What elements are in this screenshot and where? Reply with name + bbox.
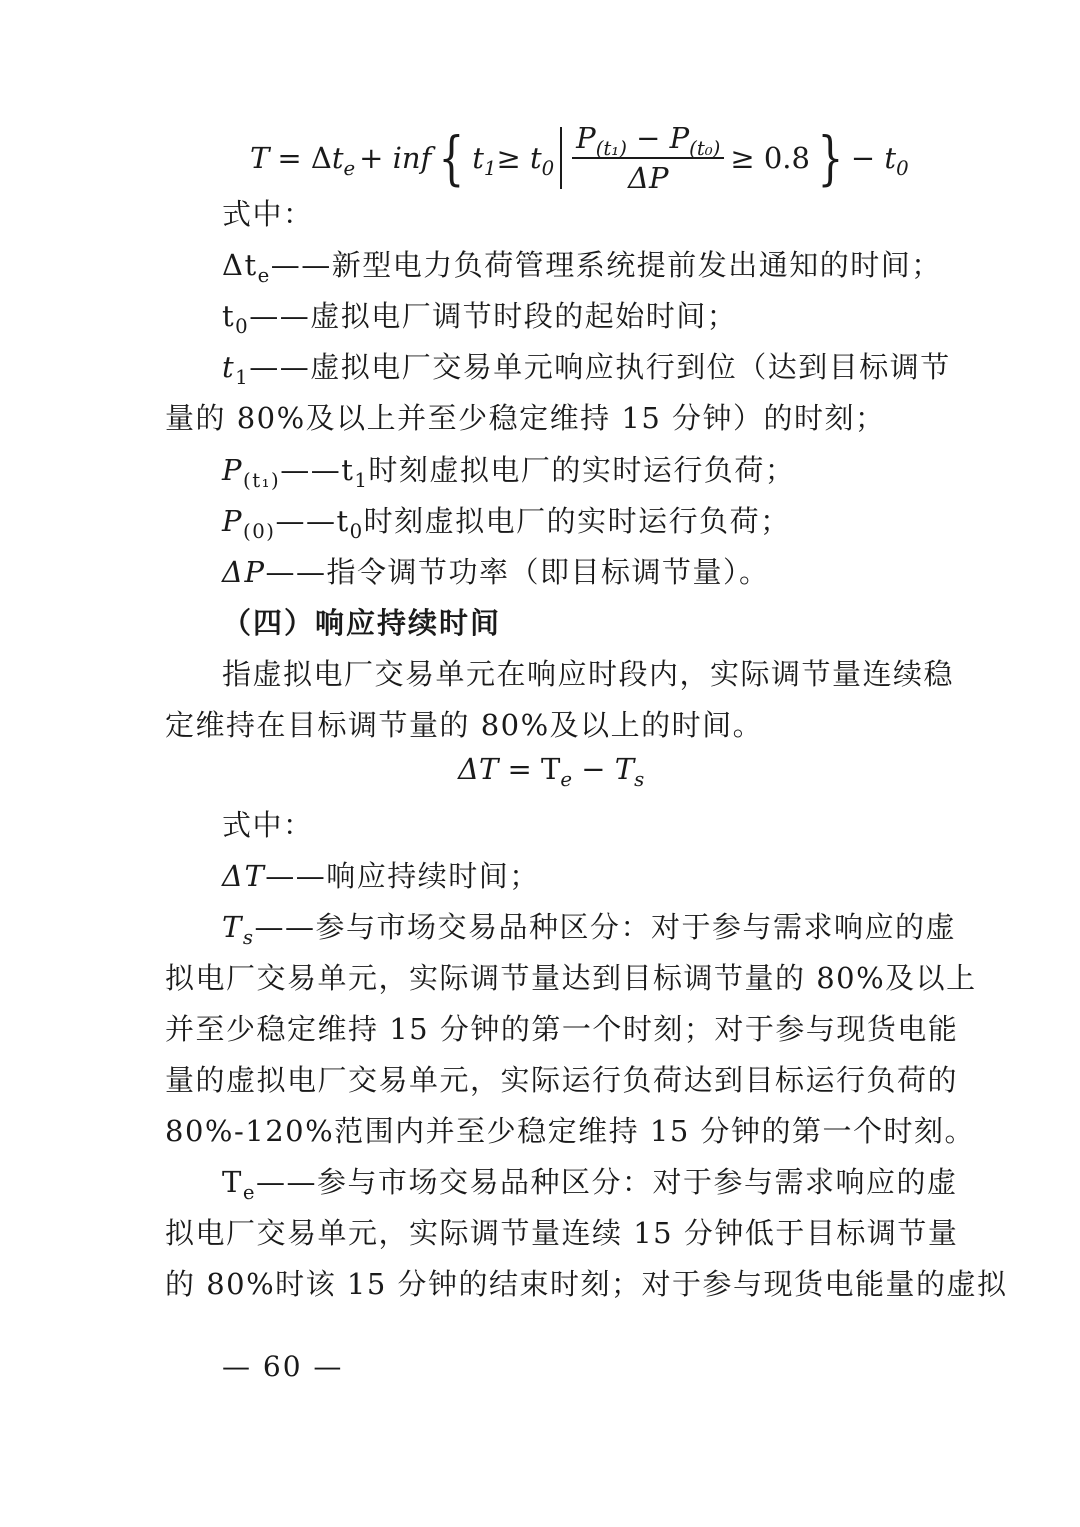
- formula-threshold: ≥ 0.8: [730, 141, 810, 175]
- left-brace: {: [438, 124, 465, 192]
- formula-fraction: [572, 121, 724, 195]
- such-that-bar: [560, 127, 562, 189]
- def-p0: $P_{(0)}——t_0$时刻虚拟电厂的实时运行负荷；: [222, 504, 791, 543]
- def-ts-line-4: 量的虚拟电厂交易单元，实际运行负荷达到目标运行负荷的: [165, 1063, 959, 1097]
- fraction-numerator: $P_{(t_1)} - P_{(t_0)}$: [572, 121, 724, 159]
- def-delta-p: ΔP——指令调节功率（即目标调节量）。: [222, 555, 770, 589]
- formula-set-cond: ≥ $t_0$: [496, 141, 555, 180]
- right-brace: }: [817, 124, 844, 192]
- def-ts-line-3: 并至少稳定维持 15 分钟的第一个时刻；对于参与现货电能: [165, 1012, 959, 1046]
- def-pt1: $P_{(t_1)}——t_1$时刻虚拟电厂的实时运行负荷；: [222, 453, 796, 492]
- def-ts-line-2: 拟电厂交易单元，实际调节量达到目标调节量的 80%及以上: [165, 961, 977, 995]
- formula-duration: $\Delta T = T_e - T_s$: [458, 752, 645, 791]
- formula-set-var: $t_1$: [472, 141, 497, 180]
- def-t1: $t_1——$虚拟电厂交易单元响应执行到位（达到目标调节: [222, 350, 951, 389]
- def-ts: $T_s——$参与市场交易品种区分：对于参与需求响应的虚: [222, 910, 956, 949]
- def-te: $T_e——$参与市场交易品种区分：对于参与需求响应的虚: [222, 1165, 958, 1204]
- formula-tail: − $t_0$: [850, 141, 909, 180]
- formula-lhs: T: [250, 141, 270, 175]
- def-delta-t: ΔT——响应持续时间；: [222, 859, 540, 893]
- where-label-2: 式中：: [222, 808, 314, 842]
- where-label-1: 式中：: [222, 197, 314, 231]
- def-te-line-2: 拟电厂交易单元，实际调节量连续 15 分钟低于目标调节量: [165, 1216, 959, 1250]
- section-para-line-2: 定维持在目标调节量的 80%及以上的时间。: [165, 708, 764, 742]
- def-ts-line-5: 80%-120%范围内并至少稳定维持 15 分钟的第一个时刻。: [165, 1114, 976, 1148]
- section-para-line-1: 指虚拟电厂交易单元在响应时段内，实际调节量连续稳: [222, 657, 955, 691]
- page-number: — 60 —: [222, 1350, 344, 1383]
- def-delta-te: $\Delta t_e——$新型电力负荷管理系统提前发出通知的时间；: [222, 248, 942, 287]
- def-te-line-3: 的 80%时该 15 分钟的结束时刻；对于参与现货电能量的虚拟: [165, 1267, 1008, 1301]
- section-heading: （四）响应持续时间: [222, 606, 502, 640]
- formula-te: $t_e$: [331, 141, 356, 180]
- formula-inf: + inf: [359, 141, 432, 175]
- def-t0: $t_0——$虚拟电厂调节时段的起始时间；: [222, 299, 738, 338]
- formula-response-time: [250, 118, 909, 198]
- fraction-denominator: ΔP: [628, 161, 669, 195]
- def-t1-cont: 量的 80%及以上并至少稳定维持 15 分钟）的时刻；: [165, 401, 886, 435]
- formula-eq: = Δ: [277, 141, 332, 175]
